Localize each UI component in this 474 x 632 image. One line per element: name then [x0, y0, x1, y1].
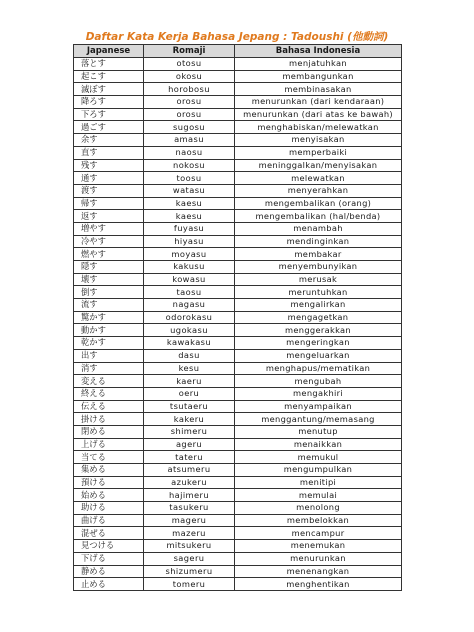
romaji-cell: atsumeru — [144, 464, 235, 477]
table-row — [74, 273, 402, 286]
column-header-japanese: Japanese — [74, 45, 144, 58]
romaji-cell: mageru — [144, 514, 235, 527]
japanese-cell: 終える — [74, 387, 144, 400]
table-row — [74, 96, 402, 109]
table-row — [74, 425, 402, 438]
indonesian-cell: mengakhiri — [235, 387, 402, 400]
japanese-cell: 燃やす — [74, 248, 144, 261]
column-header-romaji: Romaji — [144, 45, 235, 58]
romaji-cell: odorokasu — [144, 311, 235, 324]
indonesian-cell: memulai — [235, 489, 402, 502]
romaji-cell: otosu — [144, 58, 235, 71]
indonesian-cell: menggerakkan — [235, 324, 402, 337]
japanese-cell: 滅ぼす — [74, 83, 144, 96]
romaji-cell: toosu — [144, 172, 235, 185]
table-row — [74, 400, 402, 413]
japanese-cell: 残す — [74, 159, 144, 172]
column-header-bahasa-indonesia: Bahasa Indonesia — [235, 45, 402, 58]
table-row — [74, 349, 402, 362]
table-row — [74, 362, 402, 375]
romaji-cell: nagasu — [144, 299, 235, 312]
indonesian-cell: mencampur — [235, 527, 402, 540]
indonesian-cell: menghapus/mematikan — [235, 362, 402, 375]
romaji-cell: okosu — [144, 70, 235, 83]
romaji-cell: azukeru — [144, 476, 235, 489]
japanese-cell: 帰す — [74, 197, 144, 210]
indonesian-cell: memukul — [235, 451, 402, 464]
indonesian-cell: menambah — [235, 222, 402, 235]
japanese-cell: 曲げる — [74, 514, 144, 527]
table-row — [74, 286, 402, 299]
japanese-cell: 始める — [74, 489, 144, 502]
table-row — [74, 210, 402, 223]
japanese-cell: 上げる — [74, 438, 144, 451]
romaji-cell: hajimeru — [144, 489, 235, 502]
indonesian-cell: menyembunyikan — [235, 261, 402, 274]
romaji-cell: kawakasu — [144, 337, 235, 350]
japanese-cell: 動かす — [74, 324, 144, 337]
table-row — [74, 222, 402, 235]
japanese-cell: 見つける — [74, 540, 144, 553]
romaji-cell: kakeru — [144, 413, 235, 426]
indonesian-cell: menyerahkan — [235, 184, 402, 197]
table-row — [74, 172, 402, 185]
japanese-cell: 通す — [74, 172, 144, 185]
romaji-cell: hiyasu — [144, 235, 235, 248]
indonesian-cell: menolong — [235, 502, 402, 515]
japanese-cell: 下げる — [74, 552, 144, 565]
romaji-cell: mitsukeru — [144, 540, 235, 553]
romaji-cell: orosu — [144, 108, 235, 121]
indonesian-cell: menggantung/memasang — [235, 413, 402, 426]
table-row — [74, 146, 402, 159]
table-row — [74, 565, 402, 578]
indonesian-cell: membinasakan — [235, 83, 402, 96]
table-row — [74, 159, 402, 172]
japanese-cell: 変える — [74, 375, 144, 388]
japanese-cell: 乾かす — [74, 337, 144, 350]
romaji-cell: nokosu — [144, 159, 235, 172]
indonesian-cell: membangunkan — [235, 70, 402, 83]
romaji-cell: sugosu — [144, 121, 235, 134]
indonesian-cell: menghentikan — [235, 578, 402, 591]
japanese-cell: 渡す — [74, 184, 144, 197]
japanese-cell: 消す — [74, 362, 144, 375]
japanese-cell: 冷やす — [74, 235, 144, 248]
indonesian-cell: memperbaiki — [235, 146, 402, 159]
romaji-cell: kaesu — [144, 197, 235, 210]
romaji-cell: orosu — [144, 96, 235, 109]
indonesian-cell: menurunkan — [235, 552, 402, 565]
table-row — [74, 476, 402, 489]
indonesian-cell: menghabiskan/melewatkan — [235, 121, 402, 134]
japanese-cell: 直す — [74, 146, 144, 159]
romaji-cell: sageru — [144, 552, 235, 565]
table-row — [74, 324, 402, 337]
indonesian-cell: mengembalikan (hal/benda) — [235, 210, 402, 223]
indonesian-cell: menenangkan — [235, 565, 402, 578]
japanese-cell: 余す — [74, 134, 144, 147]
indonesian-cell: menurunkan (dari kendaraan) — [235, 96, 402, 109]
japanese-cell: 驚かす — [74, 311, 144, 324]
indonesian-cell: menyisakan — [235, 134, 402, 147]
indonesian-cell: menitipi — [235, 476, 402, 489]
romaji-cell: tsutaeru — [144, 400, 235, 413]
romaji-cell: naosu — [144, 146, 235, 159]
table-row — [74, 552, 402, 565]
romaji-cell: ugokasu — [144, 324, 235, 337]
romaji-cell: horobosu — [144, 83, 235, 96]
romaji-cell: shizumeru — [144, 565, 235, 578]
japanese-cell: 預ける — [74, 476, 144, 489]
romaji-cell: tateru — [144, 451, 235, 464]
indonesian-cell: menemukan — [235, 540, 402, 553]
indonesian-cell: menaikkan — [235, 438, 402, 451]
indonesian-cell: membakar — [235, 248, 402, 261]
romaji-cell: kaesu — [144, 210, 235, 223]
japanese-cell: 下ろす — [74, 108, 144, 121]
japanese-cell: 隠す — [74, 261, 144, 274]
indonesian-cell: menutup — [235, 425, 402, 438]
indonesian-cell: mengagetkan — [235, 311, 402, 324]
japanese-cell: 閉める — [74, 425, 144, 438]
japanese-cell: 助ける — [74, 502, 144, 515]
romaji-cell: shimeru — [144, 425, 235, 438]
japanese-cell: 出す — [74, 349, 144, 362]
table-row — [74, 502, 402, 515]
romaji-cell: dasu — [144, 349, 235, 362]
japanese-cell: 倒す — [74, 286, 144, 299]
indonesian-cell: mengeringkan — [235, 337, 402, 350]
japanese-cell: 集める — [74, 464, 144, 477]
table-row — [74, 299, 402, 312]
indonesian-cell: meruntuhkan — [235, 286, 402, 299]
indonesian-cell: mengembalikan (orang) — [235, 197, 402, 210]
table-row — [74, 413, 402, 426]
indonesian-cell: membelokkan — [235, 514, 402, 527]
japanese-cell: 過ごす — [74, 121, 144, 134]
japanese-cell: 返す — [74, 210, 144, 223]
table-row — [74, 134, 402, 147]
indonesian-cell: mengubah — [235, 375, 402, 388]
indonesian-cell: mengeluarkan — [235, 349, 402, 362]
japanese-cell: 壊す — [74, 273, 144, 286]
table-header-row — [74, 45, 402, 58]
romaji-cell: fuyasu — [144, 222, 235, 235]
japanese-cell: 流す — [74, 299, 144, 312]
romaji-cell: oeru — [144, 387, 235, 400]
table-row — [74, 261, 402, 274]
japanese-cell: 降ろす — [74, 96, 144, 109]
indonesian-cell: melewatkan — [235, 172, 402, 185]
romaji-cell: amasu — [144, 134, 235, 147]
table-row — [74, 184, 402, 197]
table-row — [74, 121, 402, 134]
indonesian-cell: meninggalkan/menyisakan — [235, 159, 402, 172]
indonesian-cell: merusak — [235, 273, 402, 286]
japanese-cell: 増やす — [74, 222, 144, 235]
japanese-cell: 止める — [74, 578, 144, 591]
indonesian-cell: menyampaikan — [235, 400, 402, 413]
page-title: Daftar Kata Kerja Bahasa Jepang : Tadoushi (他動詞) — [85, 31, 389, 43]
table-row — [74, 578, 402, 591]
japanese-cell: 落とす — [74, 58, 144, 71]
vocabulary-table — [73, 44, 402, 591]
indonesian-cell: mengalirkan — [235, 299, 402, 312]
table-row — [74, 514, 402, 527]
table-row — [74, 248, 402, 261]
indonesian-cell: mendinginkan — [235, 235, 402, 248]
romaji-cell: tomeru — [144, 578, 235, 591]
japanese-cell: 当てる — [74, 451, 144, 464]
indonesian-cell: mengumpulkan — [235, 464, 402, 477]
romaji-cell: kakusu — [144, 261, 235, 274]
table-row — [74, 489, 402, 502]
romaji-cell: moyasu — [144, 248, 235, 261]
japanese-cell: 静める — [74, 565, 144, 578]
romaji-cell: tasukeru — [144, 502, 235, 515]
romaji-cell: mazeru — [144, 527, 235, 540]
table-row — [74, 197, 402, 210]
japanese-cell: 混ぜる — [74, 527, 144, 540]
romaji-cell: kesu — [144, 362, 235, 375]
romaji-cell: taosu — [144, 286, 235, 299]
table-row — [74, 527, 402, 540]
japanese-cell: 起こす — [74, 70, 144, 83]
table-row — [74, 464, 402, 477]
table-row — [74, 451, 402, 464]
romaji-cell: ageru — [144, 438, 235, 451]
japanese-cell: 掛ける — [74, 413, 144, 426]
table-row — [74, 438, 402, 451]
table-row — [74, 540, 402, 553]
indonesian-cell: menjatuhkan — [235, 58, 402, 71]
table-row — [74, 58, 402, 71]
table-row — [74, 337, 402, 350]
romaji-cell: kaeru — [144, 375, 235, 388]
table-row — [74, 235, 402, 248]
indonesian-cell: menurunkan (dari atas ke bawah) — [235, 108, 402, 121]
table-row — [74, 70, 402, 83]
romaji-cell: kowasu — [144, 273, 235, 286]
table-row — [74, 387, 402, 400]
romaji-cell: watasu — [144, 184, 235, 197]
table-row — [74, 83, 402, 96]
table-row — [74, 375, 402, 388]
table-row — [74, 311, 402, 324]
table-row — [74, 108, 402, 121]
japanese-cell: 伝える — [74, 400, 144, 413]
table-body — [74, 58, 402, 591]
